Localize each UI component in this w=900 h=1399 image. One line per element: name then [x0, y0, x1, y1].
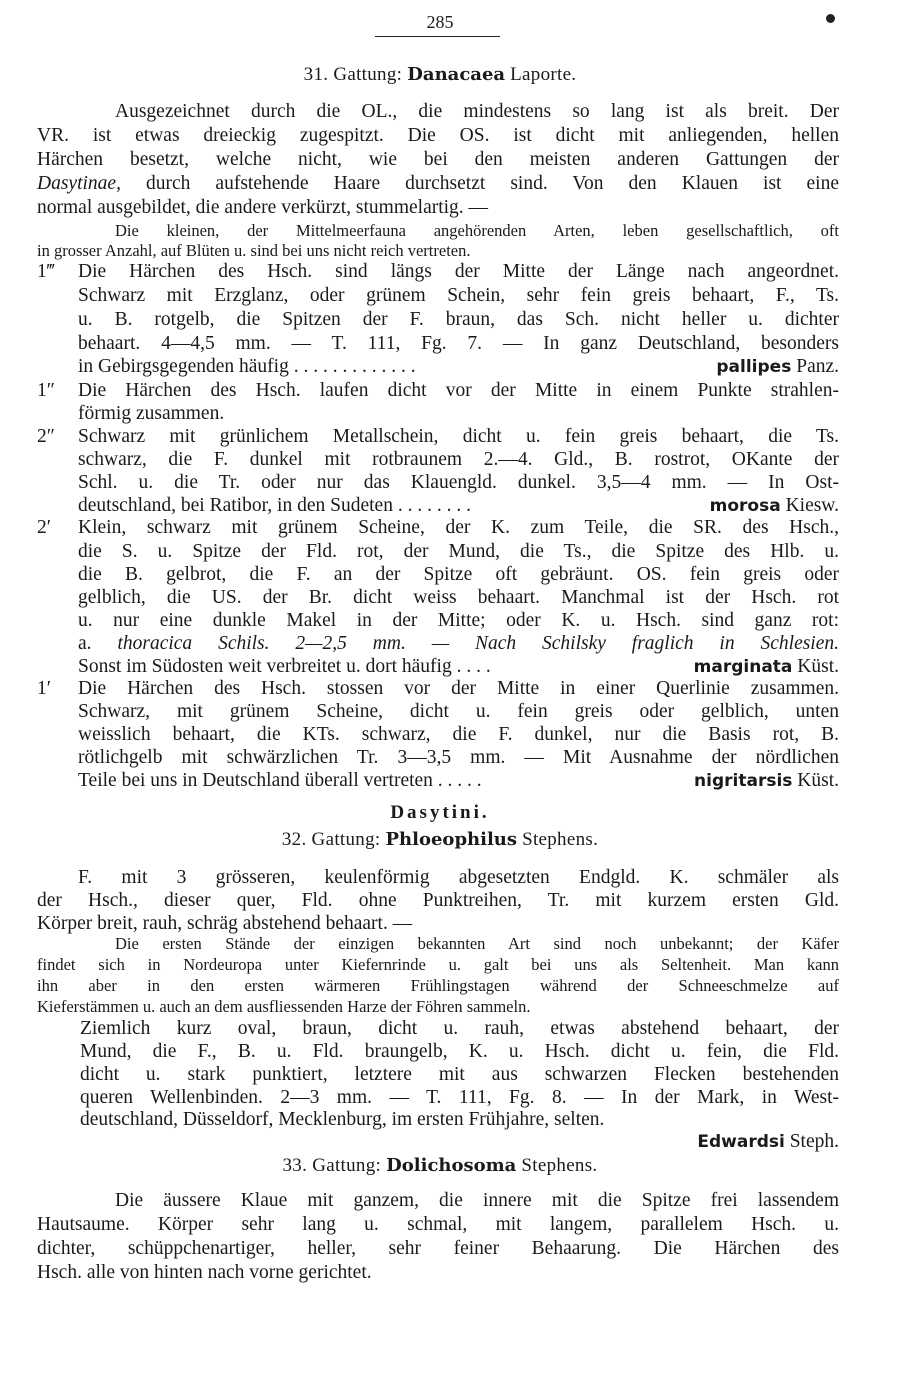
genus-32-note-line: Die ersten Stände der einzigen bekannten Art sind noch unbekannt; der Käfer	[115, 934, 839, 953]
genus-32-heading	[40, 829, 840, 851]
key-line: die S. u. Spitze der Fld. rot, der Mund, die Ts., die Spitze des Hlb. u.	[78, 541, 839, 562]
key-line-aberration	[78, 632, 839, 656]
key-line: Die Härchen des Hsch. laufen dicht vor der Mitte in einem Punkte strahlen-	[78, 380, 839, 401]
genus-32-desc-line: F. mit 3 grösseren, keulenförmig abgesetzten Endgld. K. schmäler als	[78, 867, 839, 888]
genus-33-desc-line: dichter, schüppchenartiger, heller, sehr feiner Behaarung. Die Härchen des	[37, 1238, 839, 1259]
genus-31-author: Laporte.	[510, 64, 577, 85]
species-author: Steph.	[789, 1131, 839, 1152]
key-line: die B. gelbrot, die F. an der Spitze oft gebräunt. OS. fein greis oder	[78, 564, 839, 585]
key-label: 1″	[37, 380, 55, 401]
species-edwardsi	[520, 1130, 839, 1154]
genus-33-name: Dolichosoma	[386, 1155, 517, 1176]
page-number: 285	[426, 12, 454, 32]
species-desc-line: queren Wellenbinden. 2—3 mm. — T. 111, Fg. 8. — In der Mark, in West-	[80, 1087, 839, 1108]
key-line: u. B. rotgelb, die Spitzen der F. braun, das Sch. nicht heller u. dichter	[78, 309, 839, 330]
key-line: Schwarz, mit grünem Scheine, dicht u. fein greis oder gelblich, unten	[78, 701, 839, 722]
subfamily-name: Dasytinae	[37, 173, 117, 194]
genus-33-author: Stephens.	[521, 1155, 598, 1176]
species-desc-line: deutschland, Düsseldorf, Mecklenburg, im ersten Frühjahre, selten.	[80, 1109, 605, 1130]
genus-31-note-line: in grosser Anzahl, auf Blüten u. sind bei uns nicht reich vertreten.	[37, 241, 471, 260]
species-desc-line: dicht u. stark punktiert, letztere mit aus schwarzen Flecken bestehenden	[80, 1064, 839, 1085]
key-line: behaart. 4—4,5 mm. — T. 111, Fg. 7. — In ganz Deutschland, besonders	[78, 333, 839, 354]
ink-dot	[826, 14, 835, 23]
key-line: Die Härchen des Hsch. stossen vor der Mitte in einer Querlinie zusammen.	[78, 678, 839, 699]
key-line: Die Härchen des Hsch. sind längs der Mitte der Länge nach angeordnet.	[78, 261, 839, 282]
key-label: 1′	[37, 678, 52, 699]
key-line: rötlichgelb mit schwärzlichen Tr. 3—3,5 mm. — Mit Ausnahme der nördlichen	[78, 747, 839, 768]
species-nigritarsis	[520, 769, 839, 793]
species-author: Panz.	[796, 356, 839, 377]
key-line-text-italic: thoracica Schils. 2—2,5 mm. — Nach Schilsky fraglich in Schlesien.	[117, 633, 840, 654]
genus-32-author: Stephens.	[522, 829, 599, 850]
genus-31-desc-line: VR. ist etwas dreieckig zugespitzt. Die OS. ist dicht mit anliegenden, hellen	[37, 125, 839, 146]
species-marginata	[520, 655, 839, 679]
tribe-heading: Dasytini.	[390, 802, 490, 823]
species-name: nigritarsis	[694, 771, 793, 791]
key-label: 2″	[37, 426, 55, 447]
species-author: Küst.	[797, 656, 839, 677]
genus-32-desc-line: Körper breit, rauh, schräg abstehend behaart. —	[37, 913, 413, 934]
genus-33-desc-line: Die äussere Klaue mit ganzem, die innere mit die Spitze frei lassendem	[115, 1190, 839, 1211]
aberration-prefix: a.	[78, 633, 92, 654]
species-author: Kiesw.	[785, 495, 839, 516]
genus-31-desc-line: Härchen besetzt, welche nicht, wie bei den meisten anderen Gattungen der	[37, 149, 839, 170]
key-line-text: Teile bei uns in Deutschland überall vertreten . . . . .	[78, 770, 482, 791]
key-line-text: deutschland, bei Ratibor, in den Sudeten . . . . . . . .	[78, 495, 471, 516]
species-name: marginata	[693, 657, 793, 677]
key-line: Schwarz mit Erzglanz, oder grünem Schein, sehr fein greis behaart, F., Ts.	[78, 285, 839, 306]
species-desc-line: Mund, die F., B. u. Fld. braungelb, K. u. Hsch. dicht u. fein, die Fld.	[80, 1041, 839, 1062]
key-line: Klein, schwarz mit grünem Scheine, der K. zum Teile, die SR. des Hsch.,	[78, 517, 839, 538]
key-line: Schl. u. die Tr. oder nur das Klauengld. dunkel. 3,5—4 mm. — In Ost-	[78, 472, 839, 493]
genus-31-heading	[40, 64, 840, 86]
genus-31-desc-line: normal ausgebildet, die andere verkürzt, stummelartig. —	[37, 197, 489, 218]
key-label: 2′	[37, 517, 52, 538]
genus-33-desc-line: Hsch. alle von hinten nach vorne gerichtet.	[37, 1262, 372, 1283]
species-name: morosa	[709, 496, 781, 516]
genus-32-desc-line: der Hsch., dieser quer, Fld. ohne Punktreihen, Tr. mit kurzem ersten Gld.	[37, 890, 839, 911]
genus-32-note-line: Kieferstämmen u. auch an dem ausfliessenden Harze der Föhren sammeln.	[37, 997, 531, 1016]
key-line: weisslich behaart, die KTs. schwarz, die F. dunkel, nur die Basis rot, B.	[78, 724, 839, 745]
species-name: pallipes	[716, 357, 792, 377]
page-number-rule	[375, 36, 500, 37]
genus-33-heading	[40, 1155, 840, 1177]
key-line-text: in Gebirgsgegenden häufig . . . . . . . . . . . . .	[78, 356, 416, 377]
genus-33-prefix: 33. Gattung:	[282, 1155, 382, 1176]
key-line: gelblich, die US. der Br. dicht weiss behaart. Manchmal ist der Hsch. rot	[78, 587, 839, 608]
species-pallipes	[520, 355, 839, 379]
key-line-text: Sonst im Südosten weit verbreitet u. dort häufig . . . .	[78, 656, 491, 677]
genus-31-note-line: Die kleinen, der Mittelmeerfauna angehörenden Arten, leben gesellschaftlich, oft	[115, 221, 839, 240]
species-desc-line: Ziemlich kurz oval, braun, dicht u. rauh, etwas abstehend behaart, der	[80, 1018, 839, 1039]
genus-33-desc-line: Hautsaume. Körper sehr lang u. schmal, mit langem, parallelem Hsch. u.	[37, 1214, 839, 1235]
genus-31-prefix: 31. Gattung:	[303, 64, 403, 85]
genus-31-name: Danacaea	[407, 64, 506, 85]
key-line: Schwarz mit grünlichem Metallschein, dicht u. fein greis behaart, die Ts.	[78, 426, 839, 447]
genus-31-desc-line: Ausgezeichnet durch die OL., die mindestens so lang ist als breit. Der	[115, 101, 839, 122]
species-morosa	[520, 494, 839, 518]
species-name: Edwardsi	[697, 1132, 785, 1152]
genus-31-desc-line-italic: Dasytinae, durch aufstehende Haare durchsetzt sind. Von den Klauen ist eine	[37, 173, 839, 194]
key-line: förmig zusammen.	[78, 403, 225, 424]
genus-32-name: Phloeophilus	[385, 829, 518, 850]
genus-32-prefix: 32. Gattung:	[281, 829, 381, 850]
species-author: Küst.	[797, 770, 839, 791]
genus-32-note-line: ihn aber in den ersten wärmeren Frühlingstagen während der Schneeschmelze auf	[37, 976, 839, 995]
genus-32-note-line: findet sich in Nordeuropa unter Kiefernrinde u. galt bei uns als Seltenheit. Man kann	[37, 955, 839, 974]
key-line: u. nur eine dunkle Makel in der Mitte; oder K. u. Hsch. sind ganz rot:	[78, 610, 839, 631]
key-label: 1‴	[37, 261, 55, 282]
key-line: schwarz, die F. dunkel mit rotbraunem 2.—4. Gld., B. rostrot, OKante der	[78, 449, 839, 470]
